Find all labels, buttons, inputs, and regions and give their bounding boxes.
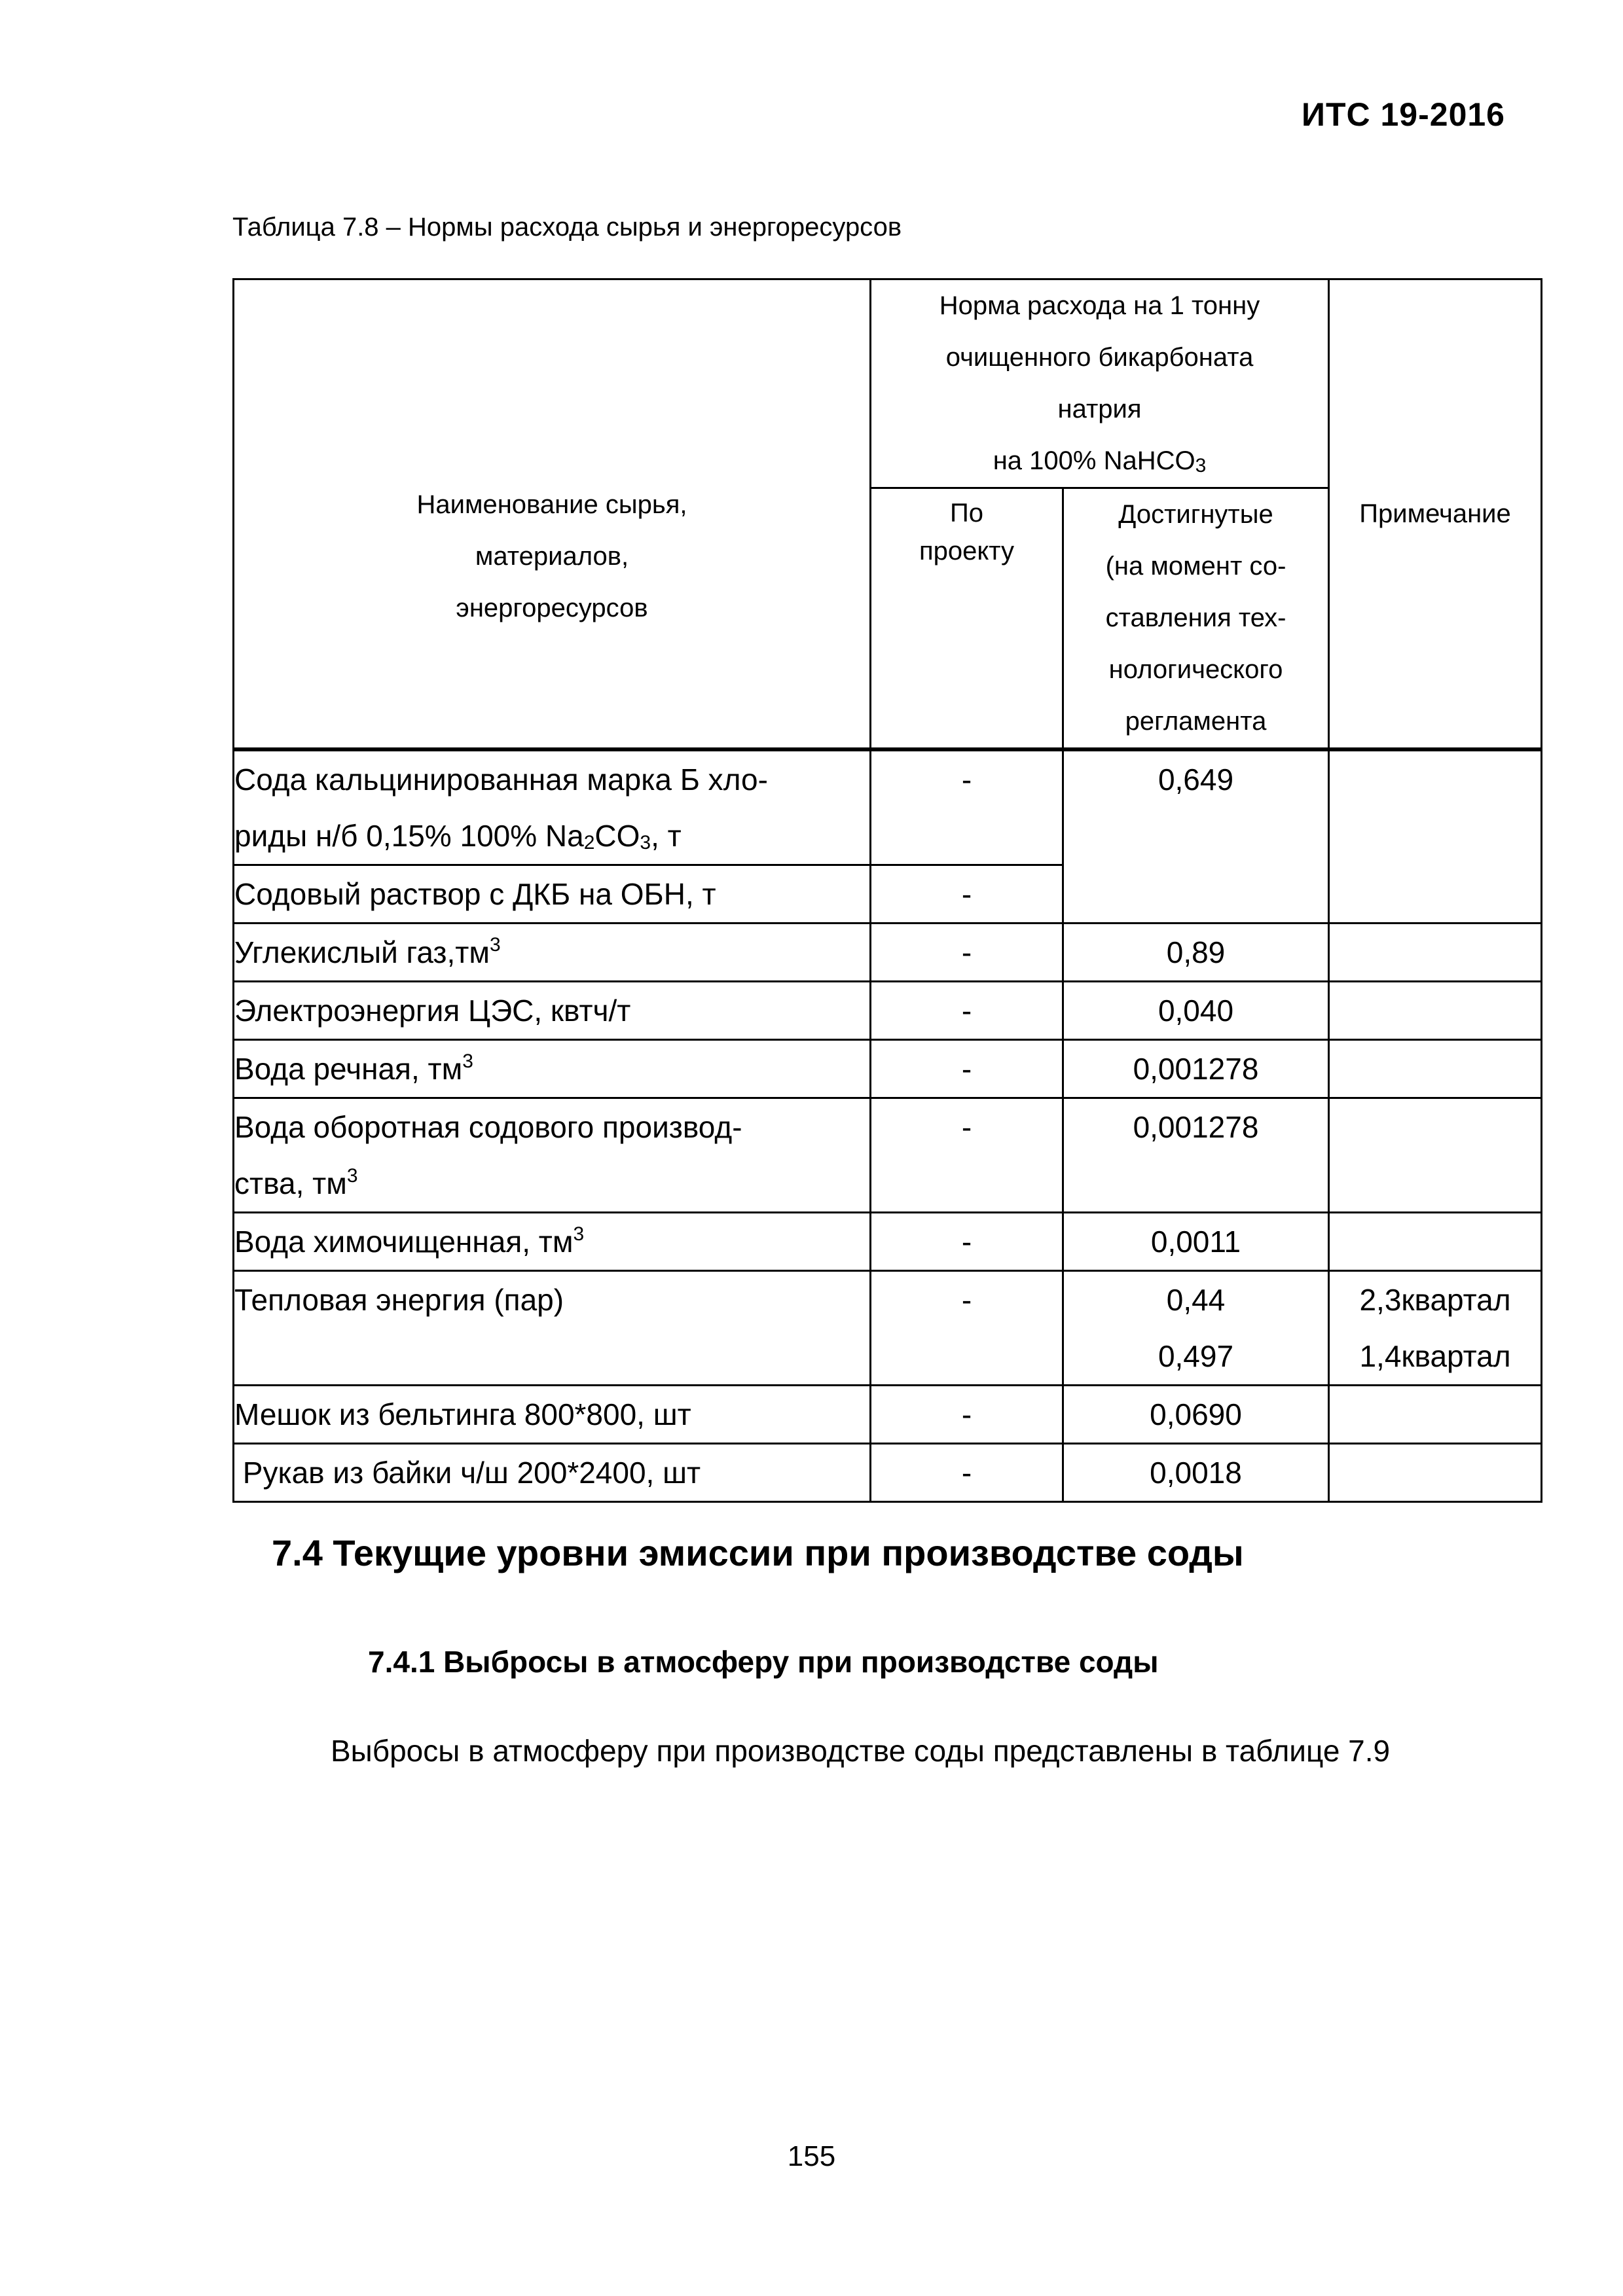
header-name-line: энергоресурсов	[456, 593, 648, 622]
header-achieved-line: ставления тех-	[1105, 603, 1286, 632]
row-project-cell: -	[871, 865, 1063, 924]
row-achieved-cell: 0,040	[1063, 982, 1329, 1040]
row-name-cell: Электроэнергия ЦЭС, квтч/т	[234, 982, 871, 1040]
row-name-cell: Мешок из бельтинга 800*800, шт	[234, 1386, 871, 1444]
header-project-line: проекту	[919, 537, 1015, 565]
row-project-cell: -	[871, 982, 1063, 1040]
row-note-cell	[1329, 749, 1542, 924]
page-number: 155	[787, 2140, 836, 2172]
header-norm-line: натрия	[1057, 395, 1142, 423]
table-row	[234, 1444, 1542, 1502]
row-achieved-cell: 0,89	[1063, 924, 1329, 982]
row-name-cell: Рукав из байки ч/ш 200*2400, шт	[234, 1444, 871, 1502]
table-caption: Таблица 7.8 – Нормы расхода сырья и энергоресурсов	[232, 213, 902, 242]
row-name-cell: Вода оборотная содового производ- ства, $тм^3$	[234, 1098, 871, 1213]
header-note-cell: Примечание	[1329, 279, 1542, 750]
row-achieved-cell: 0,649	[1063, 749, 1329, 924]
row-note-cell	[1329, 1098, 1542, 1213]
document-code: ИТС 19-2016	[1302, 96, 1505, 133]
header-name-line: Наименование сырья,	[416, 490, 687, 519]
header-norm-line: на 100% NaHCO$_3$	[993, 446, 1207, 476]
header-name-line: материалов,	[475, 541, 629, 571]
body-paragraph: Выбросы в атмосферу при производстве соды представлены в таблице 7.9	[331, 1734, 1391, 1768]
row-project-cell: -	[871, 749, 1063, 865]
row-achieved-cell: 0,44 0,497	[1063, 1271, 1329, 1386]
row-note-cell	[1329, 1040, 1542, 1098]
row-achieved-cell: 0,0018	[1063, 1444, 1329, 1502]
subsection-heading: 7.4.1 Выбросы в атмосферу при производстве соды	[368, 1645, 1159, 1679]
header-norm-cell	[871, 279, 1329, 488]
header-achieved-line: нологического	[1108, 655, 1283, 684]
row-project-cell: -	[871, 1386, 1063, 1444]
header-name-cell	[234, 279, 871, 750]
row-achieved-cell: 0,0690	[1063, 1386, 1329, 1444]
table-row	[234, 749, 1542, 865]
row-note-cell: 2,3квартал 1,4квартал	[1329, 1271, 1542, 1386]
consumption-norms-table	[232, 278, 1542, 1503]
row-achieved-cell: 0,001278	[1063, 1098, 1329, 1213]
row-note-cell	[1329, 924, 1542, 982]
row-project-cell: -	[871, 1098, 1063, 1213]
row-achieved-cell: 0,0011	[1063, 1213, 1329, 1271]
header-norm-line: Норма расхода на 1 тонну	[939, 291, 1260, 320]
header-achieved-line: регламента	[1125, 707, 1267, 736]
header-achieved-line: Достигнутые	[1118, 500, 1273, 529]
row-note-cell	[1329, 982, 1542, 1040]
table-row	[234, 1386, 1542, 1444]
row-name-cell: Сода кальцинированная марка Б хло- риды н/б 0,15% 100% $Na_2CO_3$, т	[234, 749, 871, 865]
row-note-cell	[1329, 1444, 1542, 1502]
table-row	[234, 1213, 1542, 1271]
row-project-cell: -	[871, 1444, 1063, 1502]
row-name-cell: Вода речная, $тм^3$	[234, 1040, 871, 1098]
header-achieved-cell	[1063, 488, 1329, 750]
row-name-cell: Тепловая энергия (пар)	[234, 1271, 871, 1386]
header-achieved-line: (на момент со-	[1105, 552, 1286, 581]
row-project-cell: -	[871, 1040, 1063, 1098]
row-achieved-cell: 0,001278	[1063, 1040, 1329, 1098]
header-project-line: По	[950, 499, 983, 528]
row-name-cell: Содовый раствор с ДКБ на ОБН, т	[234, 865, 871, 924]
row-name-cell: Углекислый $газ,тм^3$	[234, 924, 871, 982]
table-row	[234, 1271, 1542, 1386]
table-header-row	[234, 279, 1542, 488]
header-project-cell	[871, 488, 1063, 750]
table-row	[234, 924, 1542, 982]
table-row	[234, 1040, 1542, 1098]
section-heading: 7.4 Текущие уровни эмиссии при производстве соды	[272, 1532, 1244, 1573]
row-name-cell: Вода химочищенная, $тм^3$	[234, 1213, 871, 1271]
row-project-cell: -	[871, 1271, 1063, 1386]
header-norm-line: очищенного бикарбоната	[945, 343, 1254, 372]
row-project-cell: -	[871, 1213, 1063, 1271]
table-row	[234, 982, 1542, 1040]
row-note-cell	[1329, 1213, 1542, 1271]
row-note-cell	[1329, 1386, 1542, 1444]
row-project-cell: -	[871, 924, 1063, 982]
table-row	[234, 1098, 1542, 1213]
